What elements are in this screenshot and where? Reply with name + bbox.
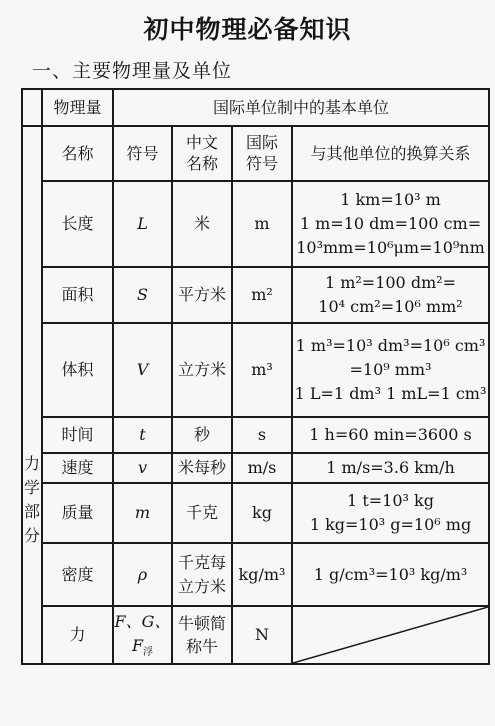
subheader-intl-symbol — [232, 126, 292, 181]
conversion-line: 1 kg=10³ g=10⁶ mg — [309, 515, 472, 534]
subheader-intl-symbol-a: 国际 — [245, 132, 278, 152]
group-label — [23, 452, 41, 548]
table-row — [22, 267, 489, 323]
unit-chinese-name — [172, 543, 232, 606]
section-heading: 一、主要物理量及单位 — [32, 60, 233, 82]
conversion-line: 1 m²=100 dm²= — [324, 273, 457, 292]
unit-intl-symbol: m³ — [232, 323, 292, 417]
quantity-symbol: t — [113, 417, 172, 453]
group-label-char: 分 — [23, 526, 40, 545]
unit-chinese-name-line: 千克每 — [177, 553, 226, 573]
quantity-symbol: v — [113, 453, 172, 483]
quantity-symbol: S — [113, 267, 172, 323]
unit-intl-symbol: m/s — [232, 453, 292, 483]
conversion-line: 1 m=10 dm=100 cm= — [299, 214, 482, 233]
conversion-line: 10⁴ cm²=10⁶ mm² — [318, 297, 463, 316]
unit-chinese-name-line: 立方米 — [177, 576, 226, 596]
subheader-cn-name-b: 名称 — [185, 153, 218, 173]
unit-chinese-name: 米 — [172, 181, 232, 267]
subheader-conversion: 与其他单位的换算关系 — [292, 126, 489, 181]
header-quantity: 物理量 — [42, 89, 113, 126]
conversion-line: 1 km=10³ m — [340, 190, 441, 209]
unit-intl-symbol: kg — [232, 483, 292, 543]
unit-intl-symbol: m² — [232, 267, 292, 323]
conversion-line: 1 m/s=3.6 km/h — [326, 458, 455, 477]
table-row — [22, 323, 489, 417]
symbol-line: F、G、 — [114, 611, 171, 631]
unit-chinese-name: 立方米 — [172, 323, 232, 417]
quantity-name: 时间 — [42, 417, 113, 453]
subheader-cn-name-a: 中文 — [185, 132, 218, 152]
quantity-name: 力 — [42, 606, 113, 664]
unit-intl-symbol: N — [232, 606, 292, 664]
quantity-name: 速度 — [42, 453, 113, 483]
conversion-cell — [292, 181, 489, 267]
quantity-symbol: V — [113, 323, 172, 417]
unit-intl-symbol: kg/m³ — [232, 543, 292, 606]
unit-chinese-name: 秒 — [172, 417, 232, 453]
header-row — [22, 89, 489, 126]
subheader-intl-symbol-b: 符号 — [245, 153, 278, 173]
conversion-cell — [292, 267, 489, 323]
quantity-name: 面积 — [42, 267, 113, 323]
subheader-cn-name — [172, 126, 232, 181]
unit-intl-symbol: m — [232, 181, 292, 267]
unit-intl-symbol: s — [232, 417, 292, 453]
conversion-cell — [292, 417, 489, 453]
conversion-line: 10³mm=10⁶μm=10⁹nm — [296, 238, 485, 257]
subheader-row — [22, 126, 489, 181]
unit-chinese-name-line: 称牛 — [185, 637, 218, 656]
table-row — [22, 453, 489, 483]
quantity-name: 密度 — [42, 543, 113, 606]
conversion-cell — [292, 483, 489, 543]
table-row — [22, 181, 489, 267]
quantity-name: 质量 — [42, 483, 113, 543]
subheader-symbol: 符号 — [113, 126, 172, 181]
quantity-symbol — [113, 606, 172, 664]
unit-chinese-name: 平方米 — [172, 267, 232, 323]
symbol-line: $F_浮$ — [131, 635, 154, 659]
quantity-name: 体积 — [42, 323, 113, 417]
physical-quantities-table — [21, 88, 490, 665]
conversion-line: 1 t=10³ kg — [347, 491, 434, 510]
page-title: 初中物理必备知识 — [143, 15, 352, 44]
subheader-name: 名称 — [42, 126, 113, 181]
table-row — [22, 606, 489, 664]
blank-corner-cell — [22, 89, 42, 126]
quantity-symbol: ρ — [113, 543, 172, 606]
conversion-cell — [292, 453, 489, 483]
conversion-line: 1 h=60 min=3600 s — [309, 425, 472, 444]
group-label-char: 学 — [23, 478, 40, 497]
unit-chinese-name: 千克 — [172, 483, 232, 543]
quantity-symbol: L — [113, 181, 172, 267]
table-row — [22, 543, 489, 606]
conversion-cell — [292, 543, 489, 606]
conversion-cell — [292, 323, 489, 417]
conversion-line: 1 L=1 dm³ 1 mL=1 cm³ — [294, 384, 487, 403]
quantity-symbol: m — [113, 483, 172, 543]
table-row — [22, 417, 489, 453]
table-row — [22, 483, 489, 543]
header-si-units: 国际单位制中的基本单位 — [113, 89, 489, 126]
group-label-char: 部 — [23, 502, 40, 521]
group-label-cell — [22, 126, 42, 664]
quantity-name: 长度 — [42, 181, 113, 267]
conversion-line: =10⁹ mm³ — [349, 360, 432, 379]
unit-chinese-name-line: 牛顿简 — [177, 613, 226, 633]
conversion-line: 1 g/cm³=10³ kg/m³ — [313, 564, 468, 584]
conversion-line: 1 m³=10³ dm³=10⁶ cm³ — [295, 336, 486, 355]
unit-chinese-name: 米每秒 — [172, 453, 232, 483]
unit-chinese-name — [172, 606, 232, 664]
group-label-char: 力 — [23, 454, 40, 473]
conversion-cell — [292, 606, 489, 664]
